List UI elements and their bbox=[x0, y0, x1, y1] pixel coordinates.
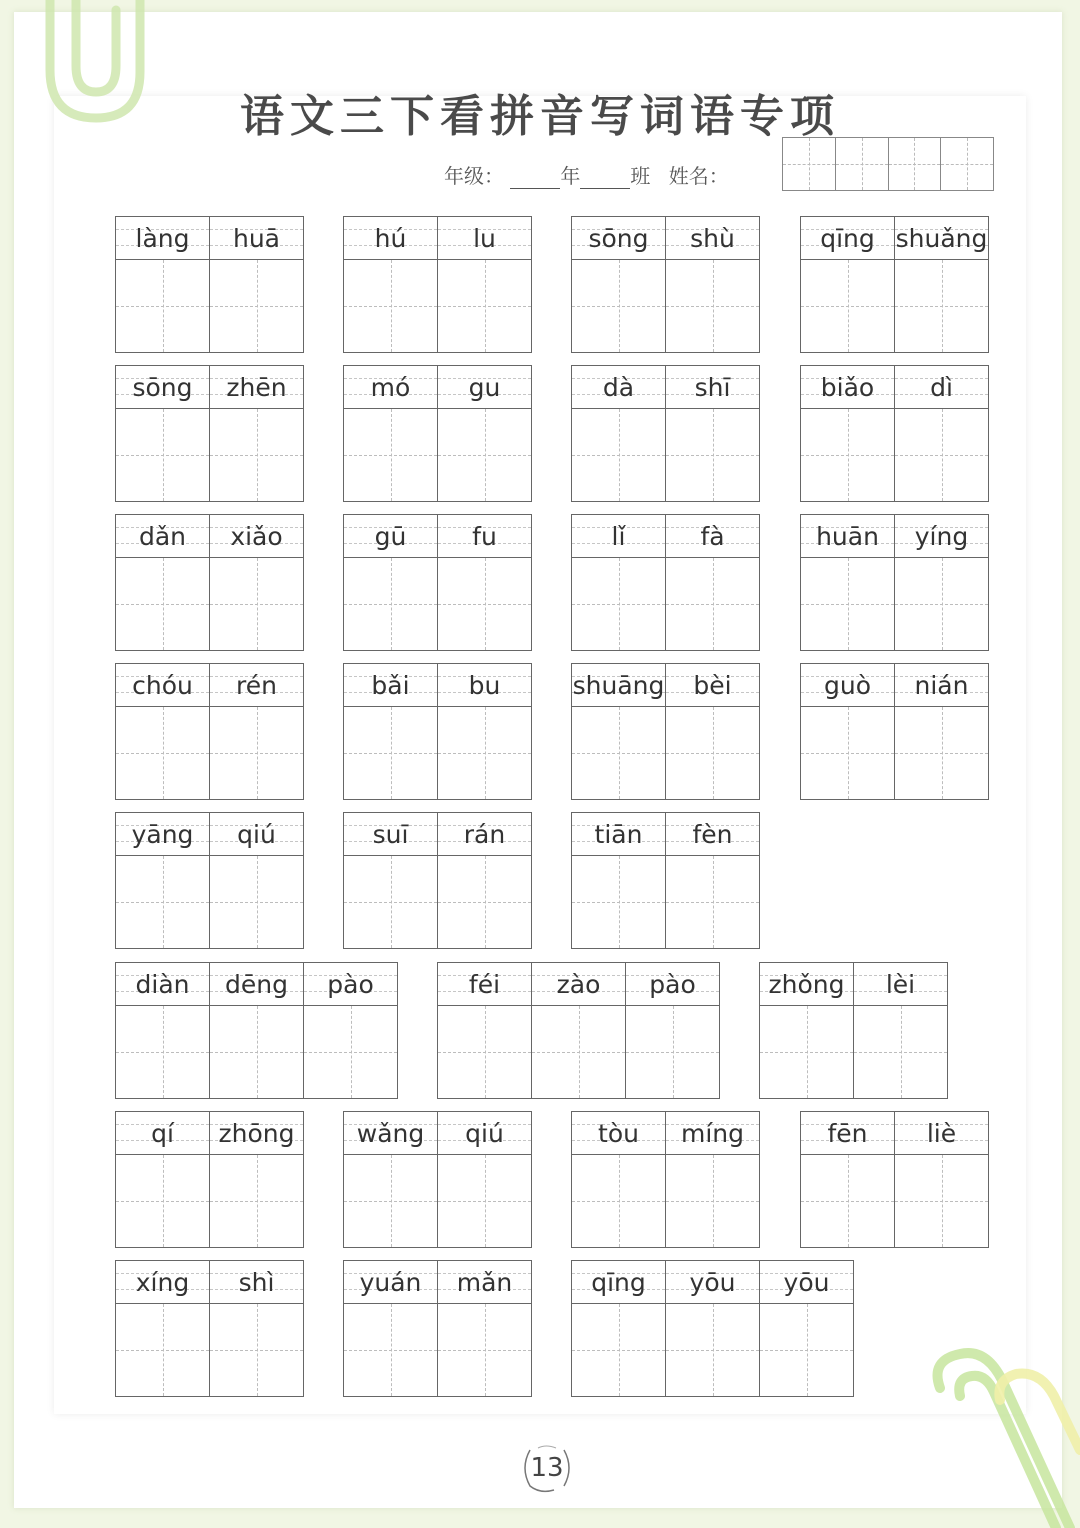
pinyin-label: zhōng bbox=[210, 1112, 303, 1155]
word-block bbox=[800, 216, 989, 353]
writing-square[interactable] bbox=[116, 1304, 209, 1396]
char-cell[interactable] bbox=[895, 1112, 989, 1247]
char-cell[interactable] bbox=[760, 963, 854, 1098]
pinyin-label: dà bbox=[572, 366, 665, 409]
char-cell[interactable] bbox=[895, 515, 989, 650]
writing-square[interactable] bbox=[895, 260, 988, 352]
word-block bbox=[571, 1260, 854, 1397]
writing-square[interactable] bbox=[760, 1304, 853, 1396]
char-cell[interactable] bbox=[572, 1112, 666, 1247]
writing-square[interactable] bbox=[666, 558, 759, 650]
char-cell[interactable] bbox=[438, 366, 532, 501]
writing-square[interactable] bbox=[438, 1304, 531, 1396]
pinyin-label: lèi bbox=[854, 963, 947, 1006]
name-cell[interactable] bbox=[836, 138, 889, 190]
pinyin-label: guò bbox=[801, 664, 894, 707]
pinyin-label: qīng bbox=[801, 217, 894, 260]
word-block bbox=[343, 663, 532, 800]
writing-square[interactable] bbox=[666, 260, 759, 352]
writing-square[interactable] bbox=[854, 1006, 947, 1098]
writing-square[interactable] bbox=[344, 856, 437, 948]
class-blank[interactable] bbox=[580, 168, 630, 189]
char-cell[interactable] bbox=[438, 963, 532, 1098]
writing-square[interactable] bbox=[116, 1006, 209, 1098]
word-block bbox=[115, 1111, 304, 1248]
pinyin-label: sōng bbox=[116, 366, 209, 409]
pinyin-label: wǎng bbox=[344, 1112, 437, 1155]
char-cell[interactable] bbox=[895, 217, 989, 352]
word-block bbox=[115, 663, 304, 800]
word-block bbox=[343, 514, 532, 651]
writing-square[interactable] bbox=[344, 707, 437, 799]
char-cell[interactable] bbox=[572, 515, 666, 650]
char-cell[interactable] bbox=[626, 963, 720, 1098]
writing-square[interactable] bbox=[438, 1155, 531, 1247]
pinyin-label: fà bbox=[666, 515, 759, 558]
char-cell[interactable] bbox=[116, 217, 210, 352]
pinyin-label: qí bbox=[116, 1112, 209, 1155]
writing-square[interactable] bbox=[666, 856, 759, 948]
char-cell[interactable] bbox=[572, 664, 666, 799]
pinyin-label: nián bbox=[895, 664, 988, 707]
char-cell[interactable] bbox=[344, 217, 438, 352]
char-cell[interactable] bbox=[210, 217, 304, 352]
char-cell[interactable] bbox=[344, 515, 438, 650]
writing-square[interactable] bbox=[666, 707, 759, 799]
writing-square[interactable] bbox=[572, 1155, 665, 1247]
pinyin-label: qīng bbox=[572, 1261, 665, 1304]
char-cell[interactable] bbox=[210, 664, 304, 799]
word-block bbox=[571, 365, 760, 502]
char-cell[interactable] bbox=[210, 366, 304, 501]
writing-square[interactable] bbox=[626, 1006, 719, 1098]
writing-square[interactable] bbox=[116, 409, 209, 501]
writing-square[interactable] bbox=[344, 260, 437, 352]
writing-square[interactable] bbox=[116, 558, 209, 650]
pinyin-label: yōu bbox=[760, 1261, 853, 1304]
char-cell[interactable] bbox=[854, 963, 948, 1098]
char-cell[interactable] bbox=[210, 515, 304, 650]
word-block bbox=[759, 962, 948, 1099]
char-cell[interactable] bbox=[344, 1112, 438, 1247]
word-block bbox=[437, 962, 720, 1099]
char-cell[interactable] bbox=[210, 963, 304, 1098]
writing-square[interactable] bbox=[666, 409, 759, 501]
char-cell[interactable] bbox=[344, 1261, 438, 1396]
pinyin-label: xiǎo bbox=[210, 515, 303, 558]
char-cell[interactable] bbox=[438, 217, 532, 352]
pinyin-label: sōng bbox=[572, 217, 665, 260]
word-block bbox=[343, 1111, 532, 1248]
page-number bbox=[516, 1442, 578, 1494]
word-block bbox=[800, 1111, 989, 1248]
pinyin-label: zào bbox=[532, 963, 625, 1006]
word-block bbox=[571, 1111, 760, 1248]
char-cell[interactable] bbox=[344, 813, 438, 948]
pinyin-label: lu bbox=[438, 217, 531, 260]
writing-square[interactable] bbox=[438, 260, 531, 352]
pinyin-label: làng bbox=[116, 217, 209, 260]
word-block bbox=[343, 365, 532, 502]
char-cell[interactable] bbox=[116, 813, 210, 948]
pinyin-label: chóu bbox=[116, 664, 209, 707]
pinyin-label: shì bbox=[210, 1261, 303, 1304]
char-cell[interactable] bbox=[801, 1112, 895, 1247]
word-block bbox=[115, 812, 304, 949]
pinyin-label: rán bbox=[438, 813, 531, 856]
pinyin-label: tiān bbox=[572, 813, 665, 856]
grade-blank[interactable] bbox=[510, 168, 560, 189]
word-block bbox=[571, 663, 760, 800]
pinyin-label: suī bbox=[344, 813, 437, 856]
writing-square[interactable] bbox=[210, 558, 303, 650]
pinyin-label: fèn bbox=[666, 813, 759, 856]
word-block bbox=[800, 514, 989, 651]
writing-square[interactable] bbox=[344, 1304, 437, 1396]
char-cell[interactable] bbox=[666, 217, 760, 352]
char-cell[interactable] bbox=[760, 1261, 854, 1396]
char-cell[interactable] bbox=[666, 1261, 760, 1396]
name-cell[interactable] bbox=[941, 138, 993, 190]
writing-square[interactable] bbox=[210, 1006, 303, 1098]
writing-square[interactable] bbox=[801, 409, 894, 501]
word-block bbox=[571, 216, 760, 353]
pinyin-label: zhēn bbox=[210, 366, 303, 409]
char-cell[interactable] bbox=[572, 813, 666, 948]
char-cell[interactable] bbox=[801, 217, 895, 352]
writing-square[interactable] bbox=[801, 707, 894, 799]
pinyin-label: xíng bbox=[116, 1261, 209, 1304]
writing-square[interactable] bbox=[344, 1155, 437, 1247]
word-block bbox=[343, 216, 532, 353]
char-cell[interactable] bbox=[438, 664, 532, 799]
pinyin-label: shuāng bbox=[572, 664, 665, 707]
grade-label: 年级： bbox=[444, 164, 504, 188]
pinyin-label: dēng bbox=[210, 963, 303, 1006]
pinyin-label: bǎi bbox=[344, 664, 437, 707]
pinyin-label: yōu bbox=[666, 1261, 759, 1304]
writing-square[interactable] bbox=[438, 558, 531, 650]
pinyin-label: fēn bbox=[801, 1112, 894, 1155]
pinyin-label: shù bbox=[666, 217, 759, 260]
word-block bbox=[115, 365, 304, 502]
pinyin-label: qiú bbox=[438, 1112, 531, 1155]
char-cell[interactable] bbox=[210, 1261, 304, 1396]
pinyin-label: liè bbox=[895, 1112, 988, 1155]
writing-square[interactable] bbox=[572, 707, 665, 799]
char-cell[interactable] bbox=[116, 1261, 210, 1396]
page-number-text: 13 bbox=[530, 1453, 564, 1483]
pinyin-label: yuán bbox=[344, 1261, 437, 1304]
char-cell[interactable] bbox=[344, 664, 438, 799]
writing-square[interactable] bbox=[572, 856, 665, 948]
name-cell[interactable] bbox=[889, 138, 942, 190]
pinyin-label: yāng bbox=[116, 813, 209, 856]
char-cell[interactable] bbox=[116, 515, 210, 650]
writing-square[interactable] bbox=[572, 260, 665, 352]
char-cell[interactable] bbox=[304, 963, 398, 1098]
writing-square[interactable] bbox=[210, 856, 303, 948]
pinyin-label: qiú bbox=[210, 813, 303, 856]
pinyin-label: bu bbox=[438, 664, 531, 707]
name-writing-box[interactable] bbox=[782, 137, 994, 191]
pinyin-label: lǐ bbox=[572, 515, 665, 558]
writing-square[interactable] bbox=[801, 1155, 894, 1247]
page-title: 语文三下看拼音写词语专项 bbox=[240, 91, 840, 142]
writing-square[interactable] bbox=[438, 1006, 531, 1098]
name-label: 姓名： bbox=[668, 164, 729, 188]
pinyin-label: yíng bbox=[895, 515, 988, 558]
char-cell[interactable] bbox=[116, 366, 210, 501]
word-block bbox=[343, 812, 532, 949]
pinyin-label: shuǎng bbox=[895, 217, 988, 260]
char-cell[interactable] bbox=[572, 217, 666, 352]
pinyin-label: dì bbox=[895, 366, 988, 409]
writing-square[interactable] bbox=[532, 1006, 625, 1098]
pinyin-label: mǎn bbox=[438, 1261, 531, 1304]
writing-square[interactable] bbox=[210, 260, 303, 352]
student-info-line bbox=[444, 160, 729, 189]
writing-square[interactable] bbox=[760, 1006, 853, 1098]
char-cell[interactable] bbox=[801, 515, 895, 650]
char-cell[interactable] bbox=[666, 664, 760, 799]
writing-square[interactable] bbox=[344, 558, 437, 650]
word-block bbox=[115, 962, 398, 1099]
writing-square[interactable] bbox=[210, 1155, 303, 1247]
pinyin-label: dǎn bbox=[116, 515, 209, 558]
pinyin-label: diàn bbox=[116, 963, 209, 1006]
char-cell[interactable] bbox=[116, 1112, 210, 1247]
word-block bbox=[115, 1260, 304, 1397]
name-cell[interactable] bbox=[783, 138, 836, 190]
pinyin-label: fu bbox=[438, 515, 531, 558]
char-cell[interactable] bbox=[438, 1112, 532, 1247]
writing-square[interactable] bbox=[116, 1155, 209, 1247]
pinyin-label: mó bbox=[344, 366, 437, 409]
pinyin-label: gu bbox=[438, 366, 531, 409]
char-cell[interactable] bbox=[666, 813, 760, 948]
word-block bbox=[343, 1260, 532, 1397]
pinyin-label: rén bbox=[210, 664, 303, 707]
char-cell[interactable] bbox=[438, 515, 532, 650]
writing-square[interactable] bbox=[304, 1006, 397, 1098]
pinyin-label: huā bbox=[210, 217, 303, 260]
writing-square[interactable] bbox=[344, 409, 437, 501]
char-cell[interactable] bbox=[895, 366, 989, 501]
char-cell[interactable] bbox=[210, 813, 304, 948]
pinyin-label: pào bbox=[626, 963, 719, 1006]
pinyin-label: gū bbox=[344, 515, 437, 558]
char-cell[interactable] bbox=[344, 366, 438, 501]
char-cell[interactable] bbox=[116, 963, 210, 1098]
pinyin-label: hú bbox=[344, 217, 437, 260]
writing-square[interactable] bbox=[666, 1155, 759, 1247]
writing-square[interactable] bbox=[438, 707, 531, 799]
writing-square[interactable] bbox=[438, 409, 531, 501]
char-cell[interactable] bbox=[438, 1261, 532, 1396]
char-cell[interactable] bbox=[666, 366, 760, 501]
writing-square[interactable] bbox=[116, 707, 209, 799]
char-cell[interactable] bbox=[210, 1112, 304, 1247]
writing-square[interactable] bbox=[895, 558, 988, 650]
char-cell[interactable] bbox=[801, 664, 895, 799]
writing-square[interactable] bbox=[895, 707, 988, 799]
pinyin-label: tòu bbox=[572, 1112, 665, 1155]
char-cell[interactable] bbox=[572, 366, 666, 501]
char-cell[interactable] bbox=[532, 963, 626, 1098]
writing-square[interactable] bbox=[895, 409, 988, 501]
writing-square[interactable] bbox=[210, 1304, 303, 1396]
writing-square[interactable] bbox=[116, 260, 209, 352]
writing-square[interactable] bbox=[116, 856, 209, 948]
writing-square[interactable] bbox=[210, 409, 303, 501]
writing-square[interactable] bbox=[801, 260, 894, 352]
char-cell[interactable] bbox=[116, 664, 210, 799]
word-block bbox=[800, 663, 989, 800]
pinyin-label: huān bbox=[801, 515, 894, 558]
writing-square[interactable] bbox=[801, 558, 894, 650]
word-block bbox=[115, 216, 304, 353]
year-label: 年 bbox=[560, 164, 581, 188]
writing-square[interactable] bbox=[210, 707, 303, 799]
class-label: 班 bbox=[630, 164, 651, 188]
char-cell[interactable] bbox=[801, 366, 895, 501]
pinyin-label: féi bbox=[438, 963, 531, 1006]
char-cell[interactable] bbox=[438, 813, 532, 948]
writing-square[interactable] bbox=[572, 1304, 665, 1396]
word-block bbox=[115, 514, 304, 651]
pinyin-label: biǎo bbox=[801, 366, 894, 409]
pinyin-label: míng bbox=[666, 1112, 759, 1155]
word-block bbox=[800, 365, 989, 502]
word-block bbox=[571, 514, 760, 651]
char-cell[interactable] bbox=[666, 1112, 760, 1247]
writing-square[interactable] bbox=[438, 856, 531, 948]
pinyin-label: bèi bbox=[666, 664, 759, 707]
char-cell[interactable] bbox=[895, 664, 989, 799]
char-cell[interactable] bbox=[666, 515, 760, 650]
writing-square[interactable] bbox=[572, 558, 665, 650]
writing-square[interactable] bbox=[666, 1304, 759, 1396]
pinyin-label: shī bbox=[666, 366, 759, 409]
pinyin-label: zhǒng bbox=[760, 963, 853, 1006]
word-block bbox=[571, 812, 760, 949]
writing-square[interactable] bbox=[572, 409, 665, 501]
writing-square[interactable] bbox=[895, 1155, 988, 1247]
pinyin-label: pào bbox=[304, 963, 397, 1006]
char-cell[interactable] bbox=[572, 1261, 666, 1396]
